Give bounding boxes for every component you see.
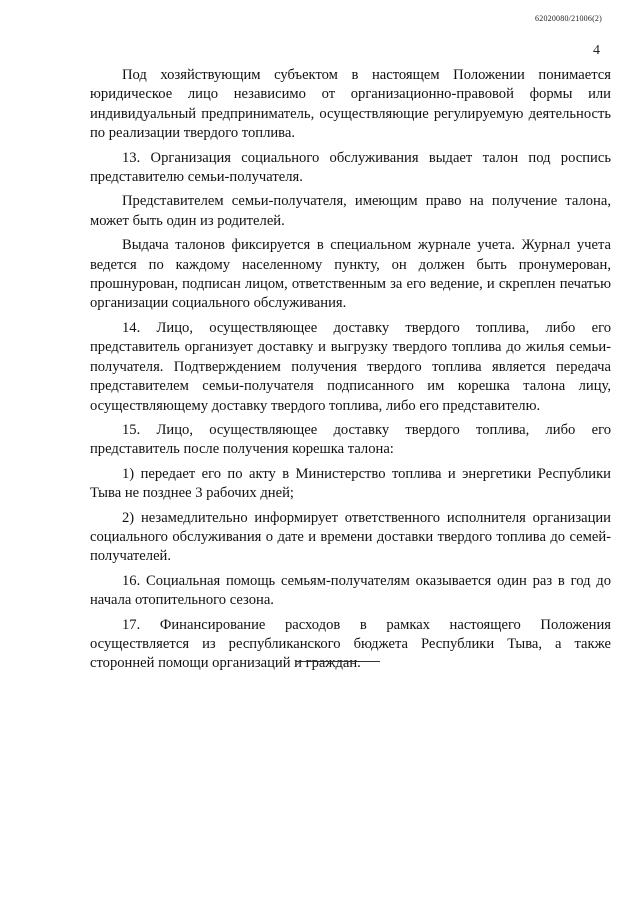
paragraph-17: 17. Финансирование расходов в рамках настоящего Положения осуществляется из республиканского бюджета Республики Тыва, а также сторонней помощи организаций и граждан. bbox=[90, 616, 611, 672]
paragraph-representative: Представителем семьи-получателя, имеющим право на получение талона, может быть один из родителей. bbox=[90, 193, 611, 229]
paragraph-14: 14. Лицо, осуществляющее доставку твердого топлива, либо его представитель организует доставку и выгрузку твердого топлива до жилья семьи-получателя. Подтверждением получения твердого топлива является передача представителем семьи-получателя подписанного им корешка талона лицу, осуществляющему доставку твердого топлива, либо его представителю. bbox=[90, 319, 611, 414]
page-number: 4 bbox=[593, 43, 600, 58]
paragraph-16: 16. Социальная помощь семьям-получателям оказывается один раз в год до начала отопительного сезона. bbox=[90, 572, 611, 609]
document-code: 62020080/21006(2) bbox=[535, 14, 602, 23]
paragraph-15-item-1: 1) передает его по акту в Министерство топлива и энергетики Республики Тыва не позднее 3 рабочих дней; bbox=[90, 465, 611, 502]
end-separator-line bbox=[296, 661, 380, 662]
paragraph-13: 13. Организация социального обслуживания выдает талон под роспись представителю семьи-получателя. bbox=[90, 149, 611, 186]
paragraph-15: 15. Лицо, осуществляющее доставку твердого топлива, либо его представитель после получения корешка талона: bbox=[90, 421, 611, 458]
paragraph-journal: Выдача талонов фиксируется в специальном журнале учета. Журнал учета ведется по каждому населенному пункту, он должен быть пронумерован, прошнурован, подписан лицом, ответственным за его ведение, и скреплен печатью организации социального обслуживания. bbox=[90, 237, 611, 312]
paragraph-entity-definition: Под хозяйствующим субъектом в настоящем Положении понимается юридическое лицо независимо от организационно-правовой формы или индивидуальный предприниматель, осуществляющие регулируемую деятельность по реализации твердого топлива. bbox=[90, 67, 611, 142]
paragraph-15-item-2: 2) незамедлительно информирует ответственного исполнителя организации социального обслуживания о дате и времени доставки твердого топлива до семей-получателей. bbox=[90, 509, 611, 565]
document-body bbox=[90, 66, 611, 679]
